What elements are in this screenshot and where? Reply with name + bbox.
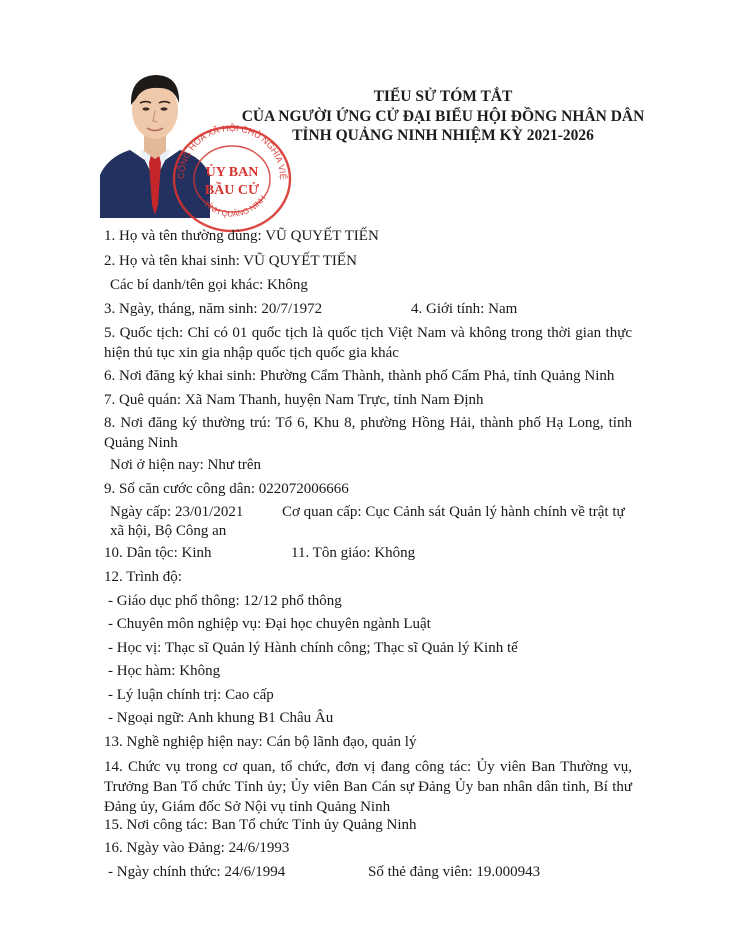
label: - Học vị: (108, 640, 165, 656)
line-qualifications (104, 567, 182, 587)
value: 19.000943 (476, 864, 541, 880)
value: Cán bộ lãnh đạo, quản lý (266, 734, 417, 750)
value: 20/7/1972 (261, 301, 323, 317)
line-political-theory (108, 685, 274, 705)
value: 12/12 phổ thông (243, 593, 342, 609)
heading-line-3: TỈNH QUẢNG NINH NHIỆM KỲ 2021-2026 (292, 127, 594, 144)
value: 24/6/1993 (228, 840, 290, 856)
label: 11. Tôn giáo: (291, 545, 375, 561)
line-birth-name (104, 251, 357, 271)
line-nationality (104, 323, 632, 363)
line-foreign-language (108, 708, 333, 728)
svg-text:ỦY BAN: ỦY BAN (205, 165, 259, 180)
value: Cục Cảnh sát Quản lý hành chính về trật tự (365, 504, 625, 520)
label: 14. Chức vụ trong cơ quan, tổ chức, đơn vị đang công tác: (104, 759, 477, 775)
value: Như trên (207, 457, 262, 473)
value: Tổ 6, Khu 8, phường Hồng Hải, thành phố Hạ Long, tỉnh Quảng Ninh (104, 415, 632, 451)
value: Phường Cẩm Thành, thành phố Cẩm Phả, tỉnh Quảng Ninh (259, 368, 615, 384)
label: - Học hàm: (108, 663, 180, 679)
label: 10. Dân tộc: (104, 545, 182, 561)
label: 15. Nơi công tác: (104, 817, 212, 833)
label: 2. Họ và tên khai sinh: (104, 253, 244, 269)
label: Nơi ở hiện nay: (110, 457, 208, 473)
line-party-join-date (104, 838, 289, 858)
value: Ủy viên Ban Thường vụ, Trưởng Ban Tổ chức Tỉnh ủy; Ủy viên Ban Cán sự Đảng Ủy ban nhân dân tỉnh, Bí thư Đảng ủy, Giám đốc Sở Nội vụ tỉnh Quảng Ninh (104, 759, 632, 815)
svg-text:CỘNG HÒA XÃ HỘI CHỦ NGHĨA VIỆT: CỘNG HÒA XÃ HỘI CHỦ NGHĨA VIỆ (175, 123, 289, 180)
label: 4. Giới tính: (411, 301, 489, 317)
value: Thạc sĩ Quản lý Hành chính công; Thạc sĩ Quản lý Kinh tế (164, 640, 518, 656)
label: 12. Trình độ: (104, 569, 182, 585)
value: 24/6/1994 (224, 864, 286, 880)
label: 6. Nơi đăng ký khai sinh: (104, 368, 260, 384)
document-heading (228, 87, 658, 146)
label: 5. Quốc tịch: (104, 325, 188, 341)
value: xã hội, Bộ Công an (110, 523, 227, 539)
label: Cơ quan cấp: (282, 504, 366, 520)
line-gender (411, 299, 517, 319)
value: Đại học chuyên ngành Luật (265, 616, 431, 632)
line-general-education (108, 591, 342, 611)
value: Cao cấp (225, 687, 274, 703)
value: Không (179, 663, 221, 679)
line-academic-degree (108, 638, 518, 658)
line-issue-date (110, 502, 243, 522)
label: 16. Ngày vào Đảng: (104, 840, 229, 856)
label: - Lý luận chính trị: (108, 687, 226, 703)
label: - Ngày chính thức: (108, 864, 225, 880)
value: Không (374, 545, 416, 561)
label: 13. Nghề nghiệp hiện nay: (104, 734, 267, 750)
value: Kinh (181, 545, 212, 561)
value: Chỉ có 01 quốc tịch là quốc tịch Việt Nam và không trong thời gian thực hiện thủ tục xin gia nhập quốc tịch quốc gia khác (104, 325, 633, 361)
line-hometown (104, 390, 483, 410)
label: - Giáo dục phổ thông: (108, 593, 244, 609)
label: 8. Nơi đăng ký thường trú: (104, 415, 276, 431)
label: 3. Ngày, tháng, năm sinh: (104, 301, 262, 317)
line-issuing-agency (282, 502, 625, 522)
line-religion (291, 543, 415, 563)
label: 1. Họ và tên thường dùng: (104, 228, 266, 244)
svg-text:BẦU CỬ: BẦU CỬ (204, 183, 260, 198)
line-permanent-residence (104, 413, 632, 453)
value: VŨ QUYẾT TIẾN (243, 253, 357, 269)
label: Ngày cấp: (110, 504, 175, 520)
svg-text:TỈNH QUẢNG NINH: TỈNH QUẢNG NINH (201, 193, 268, 219)
line-ethnicity (104, 543, 211, 563)
line-birth-registration (104, 366, 614, 386)
label: Số thẻ đảng viên: (368, 864, 477, 880)
label: - Chuyên môn nghiệp vụ: (108, 616, 266, 632)
value: Không (267, 277, 308, 293)
label: 9. Số căn cước công dân: (104, 481, 259, 497)
line-birth-date (104, 299, 322, 319)
heading-line-1: TIỂU SỬ TÓM TẮT (373, 88, 513, 105)
line-workplace (104, 815, 417, 835)
line-position (104, 757, 632, 817)
value: Nam (488, 301, 518, 317)
value: 022072006666 (258, 481, 349, 497)
value: Xã Nam Thanh, huyện Nam Trực, tỉnh Nam Định (184, 392, 484, 408)
line-professional (108, 614, 431, 634)
line-party-card-number (368, 862, 540, 882)
line-aliases (110, 275, 308, 295)
line-citizen-id (104, 479, 349, 499)
line-current-residence (110, 455, 261, 475)
label: Các bí danh/tên gọi khác: (110, 277, 268, 293)
value: Anh khung B1 Châu Âu (187, 710, 334, 726)
line-academic-title (108, 661, 220, 681)
heading-line-2: CỦA NGƯỜI ỨNG CỬ ĐẠI BIỂU HỘI ĐỒNG NHÂN DÂN (241, 107, 645, 125)
line-common-name (104, 226, 379, 246)
value: Ban Tổ chức Tỉnh ủy Quảng Ninh (211, 817, 417, 833)
line-issuing-agency-cont (110, 521, 226, 541)
label: - Ngoại ngữ: (108, 710, 188, 726)
value: VŨ QUYẾT TIẾN (265, 228, 379, 244)
line-official-date (108, 862, 285, 882)
line-occupation (104, 732, 416, 752)
value: 23/01/2021 (174, 504, 244, 520)
label: 7. Quê quán: (104, 392, 185, 408)
